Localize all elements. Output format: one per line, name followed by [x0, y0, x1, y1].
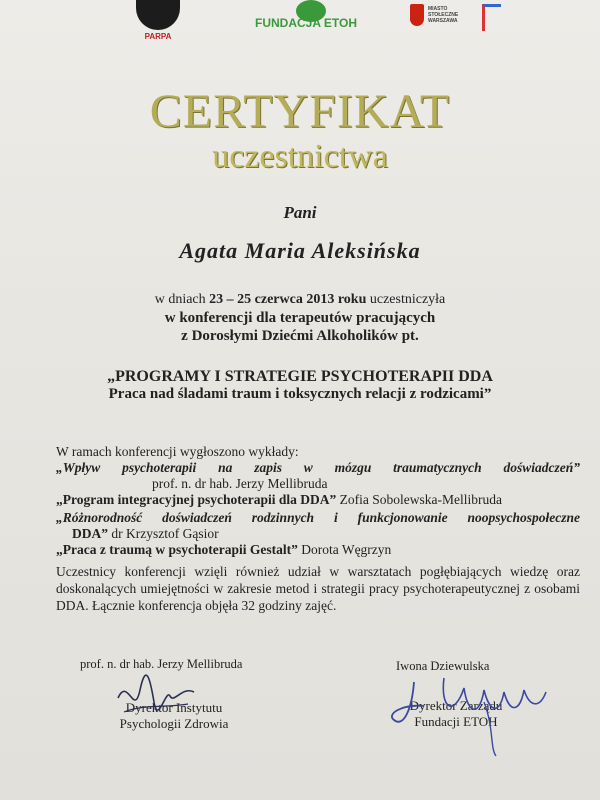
- conference-line-2: z Dorosłymi Dziećmi Alkoholików pt.: [181, 328, 419, 344]
- parpa-logo-text: PARPA: [144, 32, 172, 41]
- recipient-name: Agata Maria Aleksińska: [179, 238, 421, 263]
- warsaw-crest-icon: [410, 4, 424, 26]
- lecture-1-title: „Wpływ psychoterapii na zapis w mózgu traumatycznych doświadczeń”: [56, 460, 580, 475]
- lecture-4: [56, 542, 580, 558]
- lecture-3-cont: [72, 526, 596, 542]
- etoh-logo: [246, 0, 366, 38]
- signatory-right-name: Iwona Dziewulska: [396, 659, 490, 673]
- lecture-3-title: „Różnorodność doświadczeń rodzinnych i funkcjonowanie noopsychospołeczne: [56, 510, 580, 525]
- lecture-2-author: Zofia Sobolewska-Mellibruda: [336, 492, 502, 507]
- program-subtitle: Praca nad śladami traum i toksycznych relacji z rodzicami”: [108, 386, 492, 402]
- lectures-heading: W ramach konferencji wygłoszono wykłady:: [56, 444, 299, 459]
- date-value: 23 – 25 czerwca 2013 roku: [209, 292, 367, 307]
- salutation: Pani: [283, 203, 317, 222]
- lecture-3-title-cont: DDA”: [72, 526, 108, 541]
- parpa-figures-icon: [136, 0, 180, 30]
- right-handwritten-signature: [384, 668, 554, 758]
- parpa-logo: [130, 0, 186, 44]
- certificate-title: CERTYFIKAT: [149, 85, 451, 138]
- etoh-logo-text: FUNDACJA ETOH: [254, 16, 357, 30]
- date-suffix: uczestniczyła: [366, 292, 446, 307]
- lecture-2-title: „Program integracyjnej psychoterapii dla DDA”: [56, 492, 337, 507]
- lecture-3-author: dr Krzysztof Gąsior: [108, 526, 219, 541]
- date-prefix: w dniach: [154, 292, 210, 307]
- lecture-2: [56, 492, 580, 508]
- participation-date: [0, 292, 600, 308]
- lecture-4-title: „Praca z traumą w psychoterapii Gestalt”: [56, 542, 298, 557]
- certificate-subtitle: uczestnictwa: [212, 138, 388, 175]
- left-handwritten-signature: [104, 668, 204, 728]
- signatory-left-name: prof. n. dr hab. Jerzy Mellibruda: [80, 657, 243, 671]
- signatory-left-role-1: Dyrektor Instytutu: [125, 700, 223, 715]
- lecture-1-author: prof. n. dr hab. Jerzy Mellibruda: [152, 476, 328, 491]
- signatory-left-role-2: Psychologii Zdrowia: [119, 716, 229, 731]
- signatory-right-role-2: Fundacji ETOH: [414, 714, 498, 729]
- warszawa-logo: [410, 2, 500, 36]
- workshops-paragraph: Uczestnicy konferencji wzięli również udział w warsztatach pogłębiających wiedzę oraz doskonalących umiejętności w zakresie metod i strategii pracy psychoterapeutycznej z osobami DDA. Łącznie konferencja objęła 32 godziny zajęć.: [56, 564, 580, 613]
- warszawa-mark-icon: [482, 4, 501, 31]
- logos-row: [0, 0, 600, 48]
- signatory-right-role-1: Dyrektor Zarządu: [409, 698, 503, 713]
- conference-line-1: w konferencji dla terapeutów pracujących: [164, 310, 436, 326]
- warszawa-logo-text: MIASTO STOŁECZNE WARSZAWA: [428, 6, 459, 24]
- lecture-4-author: Dorota Węgrzyn: [297, 542, 392, 557]
- program-title: „PROGRAMY I STRATEGIE PSYCHOTERAPII DDA: [107, 368, 493, 385]
